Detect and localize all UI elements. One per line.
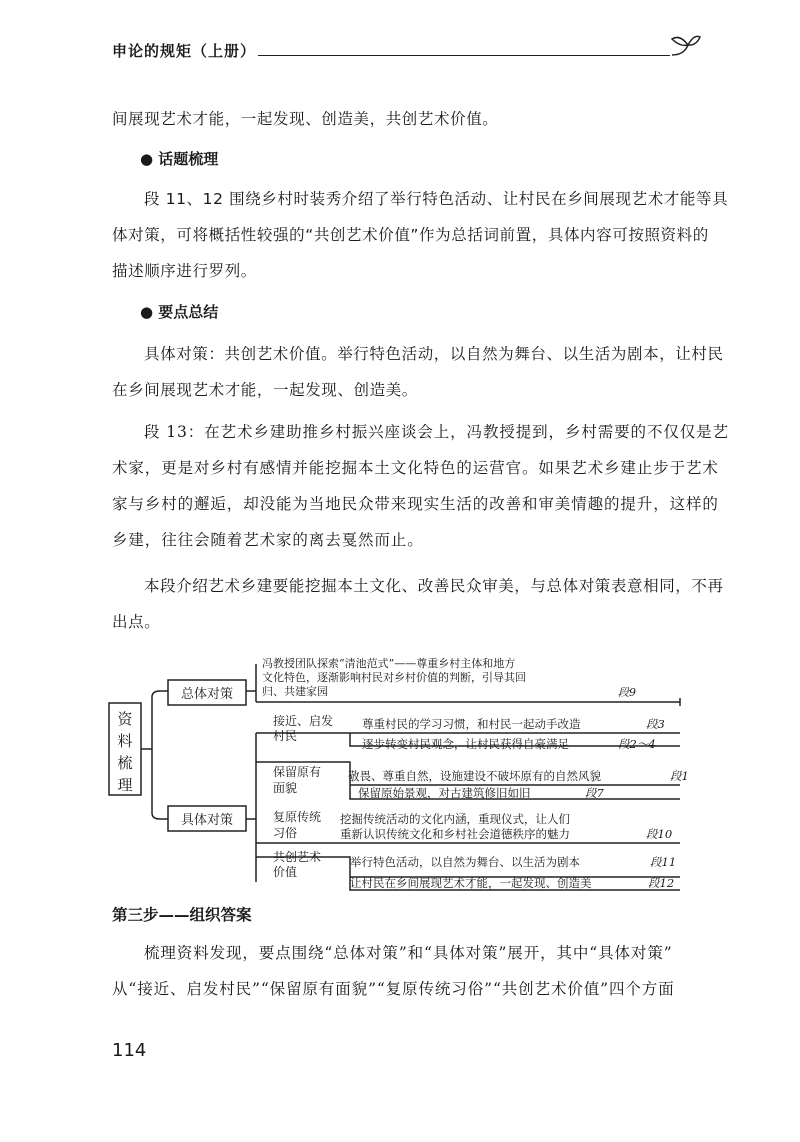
diagram-ref: 段1: [670, 769, 689, 783]
diagram-root-char: 资: [117, 710, 133, 728]
diagram-general-label: 总体对策: [180, 687, 234, 702]
diagram-ref: 段9: [618, 686, 636, 699]
text-line: 家与乡村的邂逅，却没能为当地民众带来现实生活的改善和审美情趣的提升，这样的: [112, 495, 719, 513]
diagram-ref: 段10: [646, 827, 673, 841]
text-line: 描述顺序进行罗列。: [112, 262, 257, 280]
step-title: 第三步——组织答案: [112, 906, 252, 924]
diagram-item-text: 敬畏、尊重自然，设施建设不破坏原有的自然风貌: [348, 769, 601, 783]
diagram-root-char: 梳: [117, 754, 133, 772]
text-line: 梳理资料发现，要点围绕“总体对策”和“具体对策”展开，其中“具体对策”: [144, 944, 673, 962]
diagram-group-label: 价值: [273, 865, 298, 879]
diagram-group-label: 保留原有: [273, 765, 322, 779]
text-line: 段 11、12 围绕乡村时装秀介绍了举行特色活动、让村民在乡间展现艺术才能等具: [144, 190, 729, 208]
diagram-item-text: 让村民在乡间展现艺术才能，一起发现、创造美: [350, 876, 592, 890]
text-line: 出点。: [112, 613, 161, 631]
diagram-item-text: 举行特色活动，以自然为舞台、以生活为剧本: [350, 855, 580, 869]
text-line: 具体对策：共创艺术价值。举行特色活动，以自然为舞台、以生活为剧本，让村民: [144, 345, 724, 363]
header-title: 申论的规矩（上册）: [112, 42, 257, 60]
diagram-general-text: 冯教授团队探索“清池范式”——尊重乡村主体和地方: [262, 657, 516, 670]
diagram-group-label: 习俗: [273, 826, 298, 840]
text-line: 术家，更是对乡村有感情并能挖掘本土文化特色的运营官。如果艺术乡建止步于艺术: [112, 459, 719, 477]
diagram-item-text: 重新认识传统文化和乡村社会道德秩序的魅力: [340, 827, 570, 841]
paragraph-answer-organization: [112, 935, 702, 1007]
text-line: 间展现艺术才能，一起发现、创造美，共创艺术价值。: [112, 110, 499, 128]
diagram-root-bracket: [141, 691, 168, 819]
diagram-group-label: 村民: [273, 729, 298, 743]
diagram-root-char: 理: [117, 776, 133, 794]
diagram-specific-label: 具体对策: [180, 813, 234, 828]
diagram-item-text: 尊重村民的学习习惯，和村民一起动手改造: [362, 717, 581, 731]
diagram-general-text: 归、共建家园: [262, 685, 328, 698]
diagram-root-char: 料: [117, 732, 133, 750]
diagram-item-text: 逐步转变村民观念，让村民获得自豪满足: [362, 737, 569, 751]
diagram-ref: 段3: [646, 717, 665, 731]
diagram-item-text: 保留原始景观，对古建筑修旧如旧: [358, 786, 531, 800]
bullet-topic-sorting: ● 话题梳理: [140, 150, 219, 168]
text-line: 本段介绍艺术乡建要能挖掘本土文化、改善民众审美，与总体对策表意相同，不再: [144, 577, 724, 595]
diagram-ref: 段7: [585, 786, 604, 800]
diagram-item-text: 挖掘传统活动的文化内涵，重现仪式，让人们: [340, 812, 570, 826]
page-number: 114: [112, 1040, 147, 1061]
text-line: 体对策，可将概括性较强的“共创艺术价值”作为总括词前置，具体内容可按照资料的: [112, 226, 709, 244]
diagram-ref: 段2～4: [618, 737, 656, 751]
diagram-specific-connector: [246, 733, 256, 882]
diagram-general-text: 文化特色，逐渐影响村民对乡村价值的判断，引导其回: [262, 671, 526, 684]
text-line: 在乡间展现艺术才能，一起发现、创造美。: [112, 381, 418, 399]
diagram-ref: 段12: [648, 876, 675, 890]
diagram-ref: 段11: [650, 855, 677, 869]
diagram-group-label: 共创艺术: [273, 850, 322, 864]
diagram-group-label: 复原传统: [273, 810, 322, 824]
diagram-group-label: 接近、启发: [273, 714, 334, 728]
text-line: 乡建，往往会随着艺术家的离去戛然而止。: [112, 531, 424, 549]
diagram-group-label: 面貌: [273, 781, 298, 795]
bullet-key-points: ● 要点总结: [140, 303, 219, 321]
text-line: 段 13：在艺术乡建助推乡村振兴座谈会上，冯教授提到，乡村需要的不仅仅是艺: [144, 423, 729, 441]
text-line: 从“接近、启发村民”“保留原有面貌”“复原传统习俗”“共创艺术价值”四个方面: [112, 980, 675, 998]
